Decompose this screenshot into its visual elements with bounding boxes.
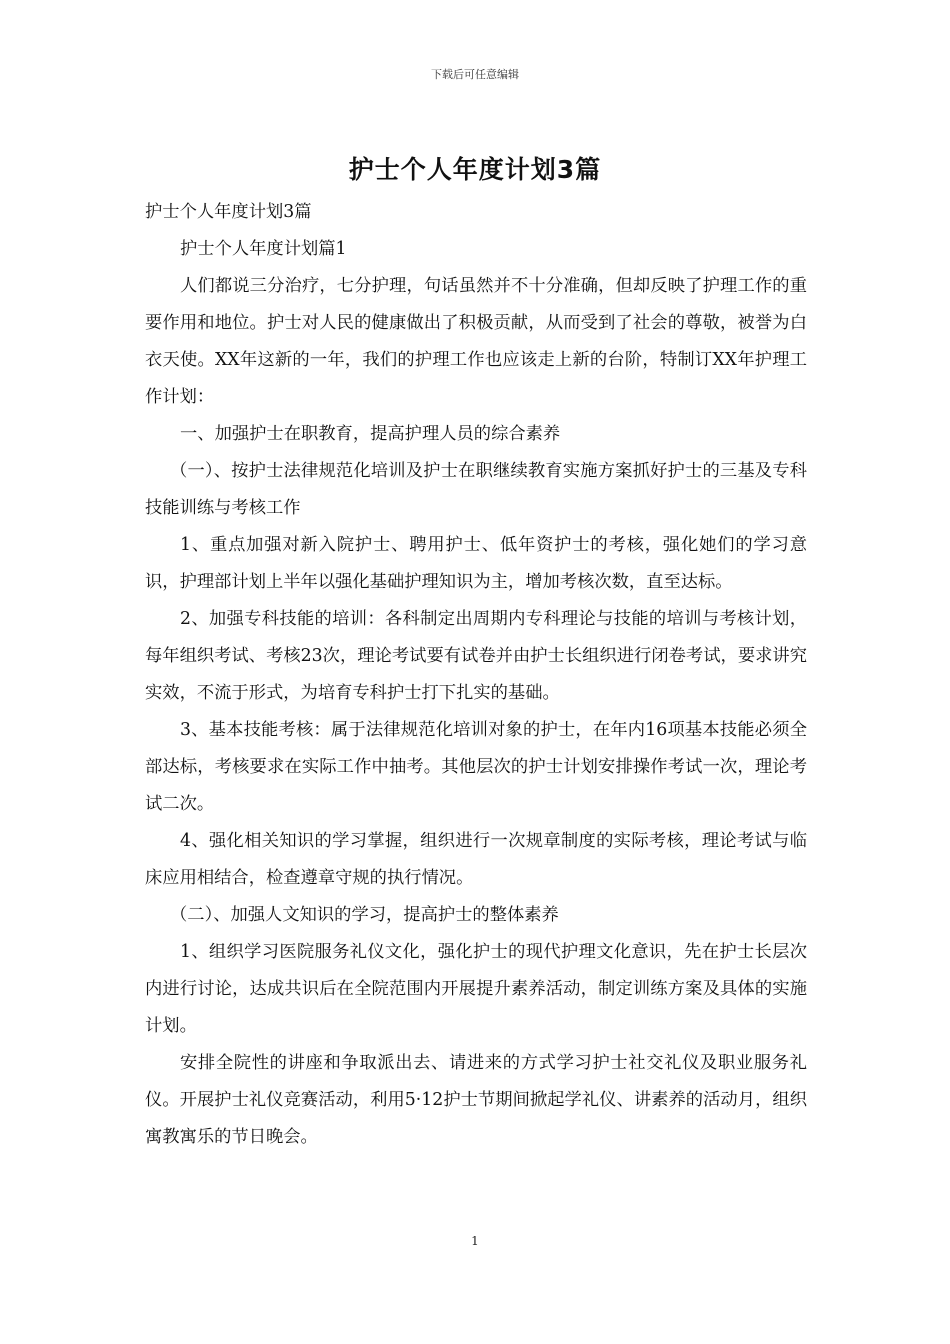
- subtitle-paragraph: 护士个人年度计划3篇: [145, 202, 312, 222]
- item-paragraph: 3、基本技能考核：属于法律规范化培训对象的护士，在年内16项基本技能必须全部达标，考核要求在实际工作中抽考。其他层次的护士计划安排操作考试一次，理论考试二次。: [145, 720, 807, 814]
- subheading-one: （一）、按护士法律规范化培训及护士在职继续教育实施方案抓好护士的三基及专科技能训练与考核工作: [145, 461, 807, 518]
- heading-one: 一、加强护士在职教育，提高护理人员的综合素养: [180, 424, 561, 444]
- item-paragraph: 1、重点加强对新入院护士、聘用护士、低年资护士的考核，强化她们的学习意识，护理部计划上半年以强化基础护理知识为主，增加考核次数，直至达标。: [145, 535, 807, 592]
- item-paragraph: 1、组织学习医院服务礼仪文化，强化护士的现代护理文化意识，先在护士长层次内进行讨论，达成共识后在全院范围内开展提升素养活动，制定训练方案及具体的实施计划。: [145, 942, 807, 1036]
- item-paragraph: 安排全院性的讲座和争取派出去、请进来的方式学习护士社交礼仪及职业服务礼仪。开展护士礼仪竞赛活动，利用5·12护士节期间掀起学礼仪、讲素养的活动月，组织寓教寓乐的节日晚会。: [145, 1053, 807, 1147]
- document-title: 护士个人年度计划3篇: [348, 155, 602, 184]
- document-body: [145, 194, 807, 1156]
- item-paragraph: 2、加强专科技能的培训：各科制定出周期内专科理论与技能的培训与考核计划，每年组织考试、考核23次，理论考试要有试卷并由护士长组织进行闭卷考试，要求讲究实效，不流于形式，为培育专科护士打下扎实的基础。: [145, 609, 807, 703]
- intro-paragraph: 人们都说三分治疗，七分护理，句话虽然并不十分准确，但却反映了护理工作的重要作用和地位。护士对人民的健康做出了积极贡献，从而受到了社会的尊敬，被誉为白衣天使。XX年这新的一年，我们的护理工作也应该走上新的台阶，特制订XX年护理工作计划：: [145, 276, 807, 407]
- header-note: 下载后可任意编辑: [431, 68, 519, 81]
- item-paragraph: 4、强化相关知识的学习掌握，组织进行一次规章制度的实际考核，理论考试与临床应用相结合，检查遵章守规的执行情况。: [145, 831, 807, 888]
- section-heading: 护士个人年度计划篇1: [180, 239, 347, 259]
- subheading-two: （二）、加强人文知识的学习，提高护士的整体素养: [170, 905, 559, 925]
- page-number: 1: [471, 1234, 479, 1248]
